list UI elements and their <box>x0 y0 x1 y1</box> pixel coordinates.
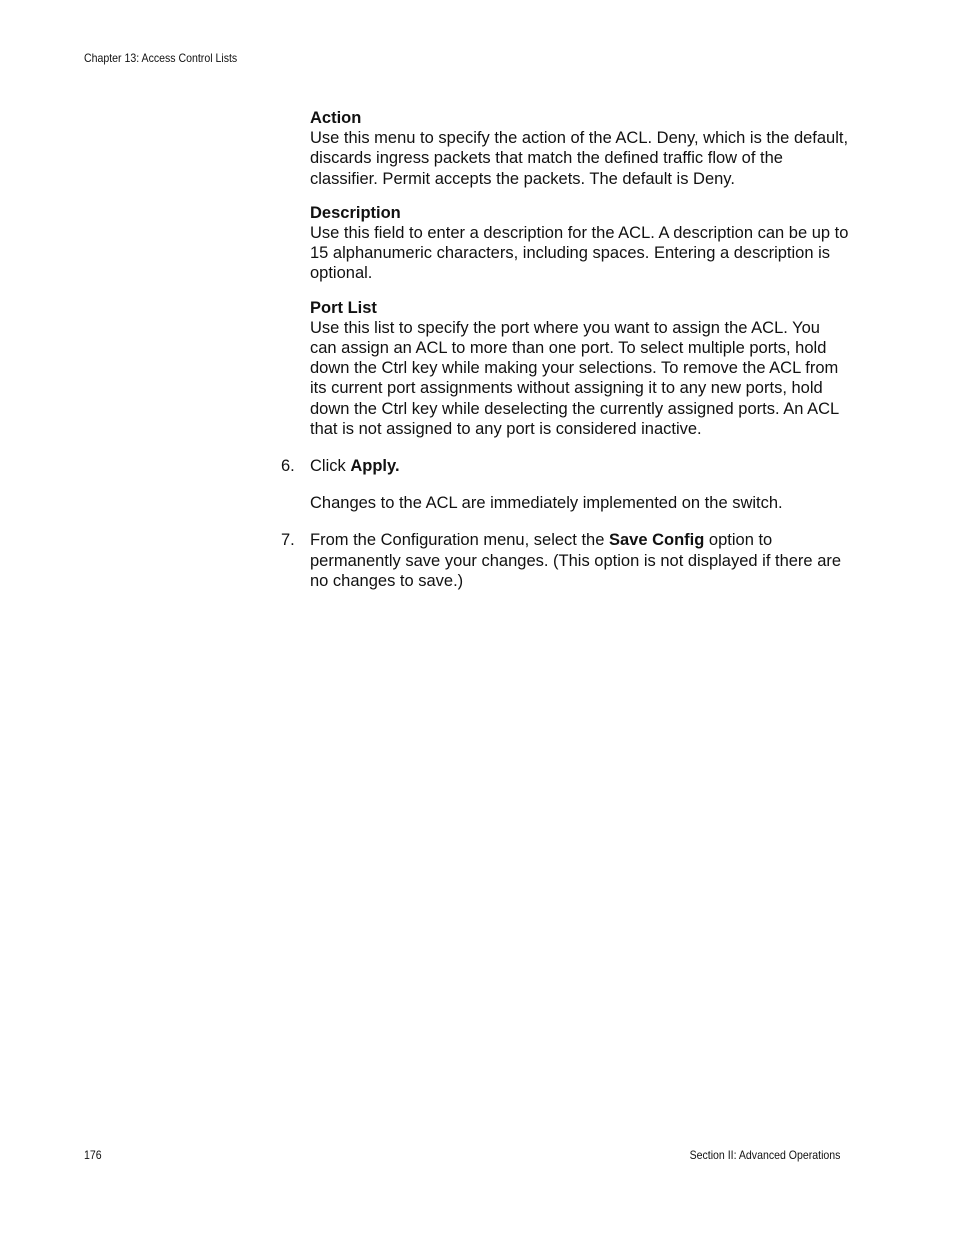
step-number: 7. <box>281 531 295 550</box>
step-prefix: Click <box>310 457 351 476</box>
field-description <box>310 203 850 284</box>
step-6 <box>281 456 850 476</box>
running-header: Chapter 13: Access Control Lists <box>84 51 238 65</box>
field-description-text: Use this field to enter a description for the ACL. A description can be up to 15 alphanumeric characters, including spaces. Entering a description is optional. <box>310 224 849 283</box>
field-description-text: Use this list to specify the port where you want to assign the ACL. You can assign an ACL to more than one port. To select multiple ports, hold down the Ctrl key while making your selections. To remove the ACL from its current port assignments without assigning it to any new ports, hold down the Ctrl key while deselecting the currently assigned ports. An ACL that is not assigned to any port is considered inactive. <box>310 318 839 438</box>
step-prefix: From the Configuration menu, select the <box>310 531 609 550</box>
step-7 <box>281 530 850 591</box>
field-title: Action <box>310 109 362 127</box>
field-title: Description <box>310 203 401 222</box>
page-number: 176 <box>84 1148 102 1162</box>
main-content <box>281 108 850 591</box>
step-bold-term: Save Config <box>608 531 705 550</box>
field-description-text: Use this menu to specify the action of the ACL. Deny, which is the default, discards ingress packets that match the defined traffic flow of the classifier. Permit accepts the packets. The default is Deny. <box>310 129 849 188</box>
section-title: Section II: Advanced Operations <box>689 1148 840 1162</box>
step-suffix: option to permanently save your changes. (This option is not displayed if there are no changes to save.) <box>310 531 842 590</box>
step-number: 6. <box>281 457 295 476</box>
step-bold-term: Apply. <box>350 457 400 476</box>
field-action <box>310 108 850 189</box>
field-port-list <box>310 298 850 439</box>
step-text <box>310 457 400 475</box>
field-title: Port List <box>310 298 377 317</box>
step-note: Changes to the ACL are immediately implemented on the switch. <box>310 494 783 513</box>
step-text <box>310 531 841 589</box>
